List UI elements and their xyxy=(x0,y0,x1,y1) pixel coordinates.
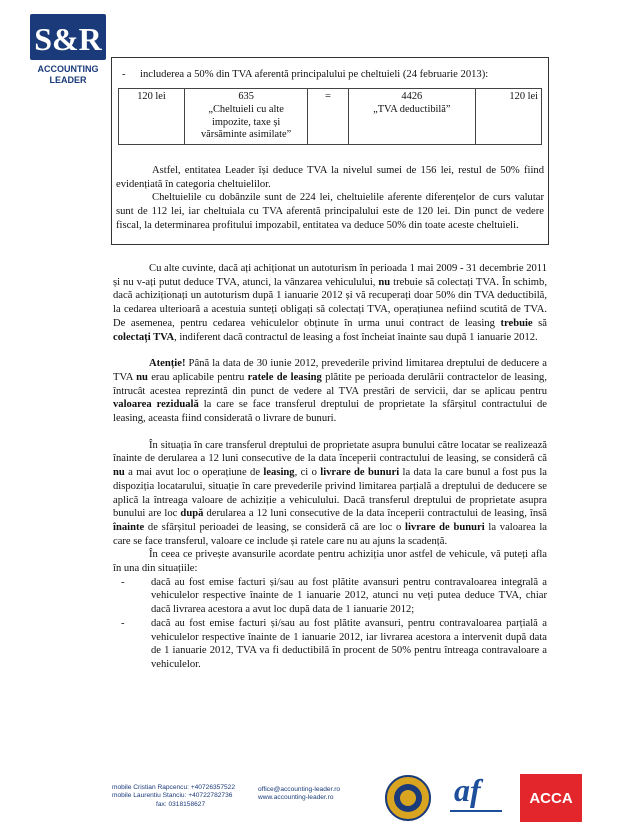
contact-fax: fax: 0318158627 xyxy=(156,800,206,808)
company-logo xyxy=(28,10,110,90)
paragraph-2: Atenție! Până la data de 30 iunie 2012, prevederile privind limitarea dreptului de deducere a TVA nu erau aplicabile pentru ratele de leasing plătite pe perioada derulării contractelor de leasing, întrucât acestea reprezintă din punct de vedere al TVA prestări de servicii, dar se aplicau pentru valoarea reziduală la care se face transferul dreptului de proprietate la sfârșitul contractului de leasing, aceasta fiind considerată o livrare de bunuri. xyxy=(113,358,548,425)
table-row xyxy=(119,89,542,145)
credit-amount: 120 lei xyxy=(476,89,542,145)
paragraph-1: Cu alte cuvinte, dacă ați achiționat un autoturism în perioada 1 mai 2009 - 31 decembrie 2011 și nu v-ați putut deduce TVA, atunci, la vânzarea vehiculului, nu trebuie să colectați TVA. În schimb, dacă achiziționați un autoturism după 1 ianuarie 2012 și vă recuperați doar 50% din TVA deductibilă, la cedarea ulterioară a acestuia sunteți obligați să colectați TVA, operațiunea nefiind scutită de TVA. De asemenea, pentru cedarea vehiculelor obținute în urma unui contract de leasing trebuie să colectați TVA, indiferent dacă contractul de leasing a fost încheiat înainte sau după 1 ianuarie 2012. xyxy=(113,263,547,343)
list-item: - dacă au fost emise facturi și/sau au fost plătite avansuri pentru contravaloarea integrală a vehiculelor respective înainte de 1 ianuarie 2012, atunci nu veți putea deduce TVA, chiar dacă livrarea acestora a avut loc după data de 1 ianuarie 2012; xyxy=(113,576,547,617)
equals-sign: = xyxy=(308,89,348,145)
example-paragraph-1: Astfel, entitatea Leader își deduce TVA la nivelul sumei de 156 lei, restul de 50% fiind evidențiată în categoria cheltuielilor. xyxy=(116,165,544,190)
contact-phone-1: mobile Cristian Rapcencu: +40726357522 xyxy=(112,784,235,791)
contact-phone-2: mobile Laurentiu Stanciu: +40722782736 xyxy=(112,792,233,800)
example-box xyxy=(111,57,549,245)
footer-online xyxy=(258,786,340,803)
page-footer xyxy=(0,770,638,826)
main-content xyxy=(113,262,547,672)
list-item: - dacă au fost emise facturi și/sau au fost plătite avansuri, pentru contravaloarea parțială a vehiculelor respective înainte de 1 ianuarie 2012, iar livrarea acestora a intervenit după data de 1 ianuarie 2012, TVA va fi deductibilă în procent de 50% pentru întreaga contravaloare a vehiculelor. xyxy=(113,617,547,672)
paragraph-4: În ceea ce privește avansurile acordate pentru achiziția unor astfel de vehicule, vă puteți afla în una din situațiile: xyxy=(113,549,547,575)
logo-line2: LEADER xyxy=(49,75,87,85)
acca-logo: ACCA xyxy=(520,774,582,822)
paragraph-3: În situația în care transferul dreptului de proprietate asupra bunului către locatar se realizează înainte de derularea a 12 luni consecutive de la data începerii contractului de leasing, se consideră că nu a mai avut loc o operațiune de leasing, ci o livrare de bunuri la data la care bunul a fost pus la dispoziția locatarului, situație în care prevederile privind limitarea parțială a dreptului de deducere se aplică la întreaga valoare de achiziție a vehiculului. Dacă transferul dreptului de proprietate asupra bunului are loc după derularea a 12 luni consecutive de la data începerii contractului de leasing, însă înainte de sfârșitul perioadei de leasing, se consideră că are loc o livrare de bunuri la valoarea la care se face transferul, valoare ce include și ratele care nu au ajuns la scadență. xyxy=(113,439,548,547)
logo-line1: ACCOUNTING xyxy=(37,64,99,74)
contact-email[interactable]: office@accounting-leader.ro xyxy=(258,786,341,793)
situations-list xyxy=(113,576,547,672)
accounting-entry-table xyxy=(118,88,542,145)
debit-amount: 120 lei xyxy=(119,89,185,145)
af-logo-underline xyxy=(450,810,502,812)
credit-account: 4426 „TVA deductibilă” xyxy=(348,89,475,145)
af-logo: af xyxy=(446,772,506,822)
logo-graphic xyxy=(28,10,110,90)
example-intro: - includerea a 50% din TVA aferentă principalului pe cheltuieli (24 februarie 2013): xyxy=(122,69,489,80)
example-intro-text: includerea a 50% din TVA aferentă principalului pe cheltuieli (24 februarie 2013): xyxy=(140,69,489,80)
footer-contacts xyxy=(112,784,235,809)
contact-website[interactable]: www.accounting-leader.ro xyxy=(258,794,334,802)
ceccar-seal-icon xyxy=(384,774,432,827)
debit-account: 635 „Cheltuieli cu alte impozite, taxe și vărsăminte asimilate” xyxy=(184,89,307,145)
example-body xyxy=(116,164,544,233)
logo-monogram: S&R xyxy=(34,21,102,57)
example-paragraph-2: Cheltuielile cu dobânzile sunt de 224 lei, cheltuielile aferente diferențelor de curs valutar sunt de 112 lei, iar cheltuiala cu TVA aferentă principalului este de 120 lei. Din punct de vedere fiscal, la determinarea profitului impozabil, entitatea va deduce 50% din toate aceste cheltuieli. xyxy=(116,192,544,231)
